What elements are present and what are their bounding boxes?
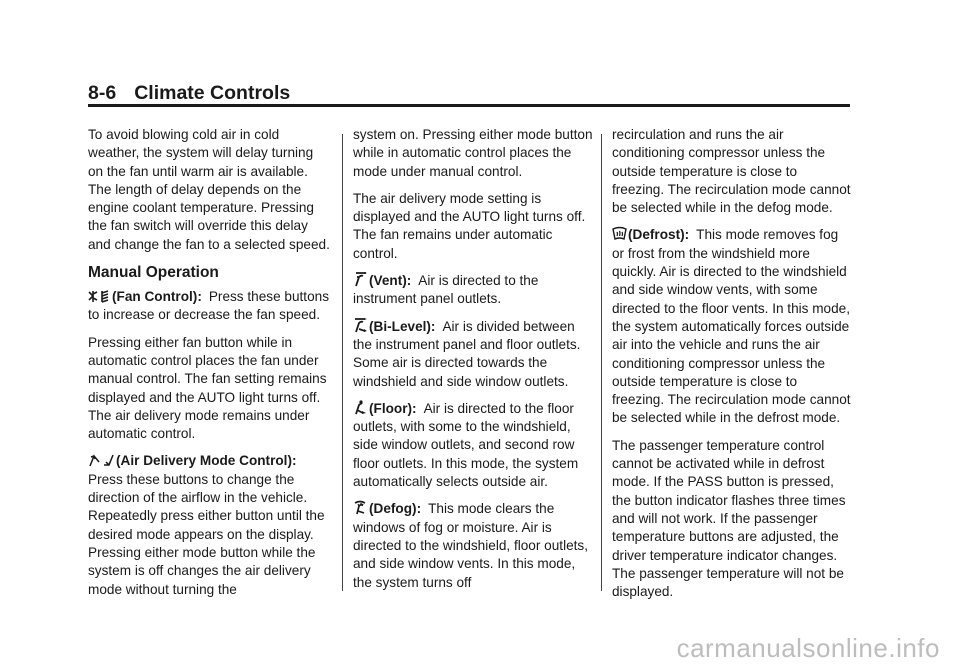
column-2 (353, 126, 596, 601)
bilevel-term: (Bi-Level): (369, 318, 436, 334)
mode-down-icon (102, 454, 115, 467)
column-1 (88, 126, 331, 608)
bilevel-mode-icon (353, 318, 368, 333)
column-3 (612, 126, 852, 610)
air-delivery-text: Press these buttons to change the direction of the airflow in the vehicle. Repeatedly press either button until the desired mode appears on the display. Pressing either mode button while the system is off changes the air delivery mode without turning the (88, 471, 325, 597)
page-title: Climate Controls (134, 82, 291, 104)
air-delivery-term: (Air Delivery Mode Control): (116, 453, 297, 469)
vent-term: (Vent): (369, 273, 412, 289)
paragraph-passenger: The passenger temperature control cannot be activated while in defrost mode. If the PASS button is pressed, the button indicator flashes three times and will not work. If the passenger temperature buttons are adjusted, the driver temperature indicator changes. The passenger temperature will not be displayed. (612, 437, 846, 600)
page-header (88, 81, 850, 105)
paragraph-continued: system on. Pressing either mode button while in automatic control places the mode under manual control. (353, 127, 593, 179)
section-heading: Manual Operation (88, 264, 219, 282)
paragraph-mode-setting: The air delivery mode setting is displayed and the AUTO light turns off. The fan remains under automatic control. (353, 190, 586, 261)
paragraph-defrost (612, 226, 852, 427)
floor-text: Air is directed to the floor outlets, with some to the windshield, side window outlets, and second row floor outlets. In this mode, the system automatically selects outside air. (353, 400, 579, 490)
defrost-text: This mode removes fog or frost from the windshield more quickly. Air is directed to the windshield and side window vents, with some directed to the floor vents. In this mode, the system automatically forces outside air into the vehicle and runs the air conditioning compressor unless the outside temperature is close to freezing. The recirculation mode cannot be selected while in the defrost mode. (612, 227, 851, 426)
paragraph-vent (353, 272, 596, 309)
paragraph-fan-control (88, 288, 331, 325)
watermark: carmanualsonline.info (676, 633, 940, 663)
vent-text: Air is directed to the instrument panel outlets. (353, 273, 539, 307)
header-rule (88, 104, 850, 107)
paragraph-continued: recirculation and runs the air conditioning compressor unless the outside temperature is close to freezing. The recirculation mode cannot be selected while in the defog mode. (612, 127, 851, 216)
paragraph-air-delivery (88, 452, 331, 598)
column-divider (601, 134, 602, 591)
mode-up-icon (88, 454, 101, 467)
fan-control-text: Press these buttons to increase or decrease the fan speed. (88, 289, 330, 323)
paragraph-fan-manual: Pressing either fan button while in automatic control places the fan under manual control. The fan setting remains displayed and the AUTO light turns off. The air delivery mode remains under automatic control. (88, 334, 327, 442)
paragraph-intro: To avoid blowing cold air in cold weather, the system will delay turning on the fan until warm air is available. The length of delay depends on the engine coolant temperature. Pressing the fan switch will override this delay and change the fan to a selected speed. (88, 127, 330, 252)
fan-up-icon (100, 290, 111, 303)
defog-text: This mode clears the windows of fog or moisture. Air is directed to the windshield, floor outlets, and side window vents. In this mode, the system turns off (353, 501, 589, 590)
defog-mode-icon (353, 500, 368, 515)
paragraph-floor (353, 400, 596, 491)
defrost-mode-icon (612, 226, 627, 241)
floor-term: (Floor): (369, 400, 417, 416)
defrost-term: (Defrost): (628, 227, 690, 243)
vent-mode-icon (353, 272, 368, 287)
fan-control-term: (Fan Control): (112, 289, 202, 305)
column-divider (342, 134, 343, 591)
fan-down-icon (88, 290, 99, 303)
section-number: 8-6 (88, 82, 117, 104)
paragraph-defog (353, 500, 596, 591)
paragraph-bilevel (353, 318, 596, 391)
floor-mode-icon (353, 400, 368, 415)
bilevel-text: Air is divided between the instrument panel and floor outlets. Some air is directed towards the windshield and side window outlets. (353, 318, 581, 389)
defog-term: (Defog): (369, 501, 422, 517)
